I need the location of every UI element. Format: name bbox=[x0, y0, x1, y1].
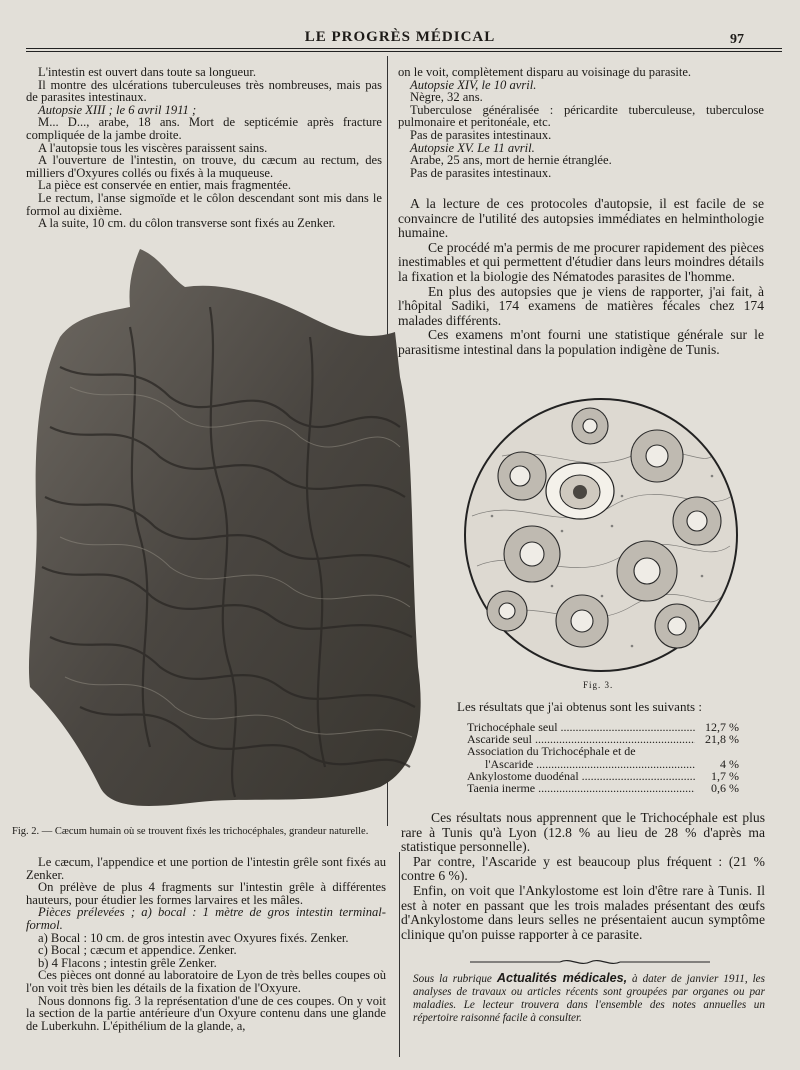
paragraph: A l'autopsie tous les viscères paraissent sains. bbox=[38, 140, 268, 155]
paragraph: on le voit, complètement disparu au voisinage du parasite. bbox=[398, 65, 692, 79]
left-column-bottom bbox=[26, 856, 386, 1032]
page-number: 97 bbox=[730, 32, 744, 47]
row-value: 12,7 % bbox=[705, 720, 739, 734]
paragraph: Ces examens m'ont fourni une statistique générale sur le parasitisme intestinal dans la population indigène de Tunis. bbox=[398, 327, 764, 357]
column-divider-bottom bbox=[399, 852, 400, 1057]
paragraph: En plus des autopsies que je viens de rapporter, j'ai fait, à l'hôpital Sadiki, 174 examens de matières fécales chez 174 malades différents. bbox=[398, 283, 764, 328]
paragraph: Pas de parasites intestinaux. bbox=[410, 165, 552, 180]
row-label: Trichocéphale seul ..... bbox=[467, 721, 695, 733]
paragraph: Par contre, l'Ascaride y est beaucoup plus fréquent : (21 % contre 6 %). bbox=[401, 853, 765, 884]
paragraph: Nous donnons fig. 3 la représentation d'une de ces coupes. On y voit la section de la partie antérieure d'un Oxyure contenu dans une glande de Luberkuhn. L'épithélium de la glande, a, bbox=[26, 993, 386, 1033]
journal-title: LE PROGRÈS MÉDICAL bbox=[304, 29, 496, 45]
paragraph: Tuberculose généralisée : péricardite tuberculeuse, tuberculose pulmonaire et peritonéale, etc. bbox=[398, 102, 764, 130]
table-row bbox=[467, 758, 739, 770]
figure-2-caption: Fig. 2. — Cæcum humain où se trouvent fixés les trichocéphales, grandeur naturelle. bbox=[12, 826, 369, 837]
paragraph: Le cæcum, l'appendice et une portion de l'intestin grêle sont fixés au Zenker. bbox=[26, 855, 386, 882]
right-column-middle bbox=[398, 197, 764, 358]
editorial-note bbox=[413, 972, 765, 1025]
row-label: Ankylostome duodénal ..... bbox=[467, 770, 695, 782]
paragraph: A la suite, 10 cm. du côlon transverse sont fixés au Zenker. bbox=[38, 216, 336, 231]
paragraph: A la lecture de ces protocoles d'autopsie, il est facile de se convaincre de l'utilité des autopsies immédiates en helminthologie humaine. bbox=[398, 196, 764, 241]
row-value: 0,6 % bbox=[711, 781, 739, 796]
decorative-ornament bbox=[470, 957, 710, 967]
row-value: 21,8 % bbox=[705, 732, 739, 747]
table-row bbox=[467, 721, 739, 733]
note-text: Sous la rubrique bbox=[413, 973, 497, 985]
paragraph: Nègre, 32 ans. bbox=[410, 90, 483, 105]
paragraph: Arabe, 25 ans, mort de hernie étranglée. bbox=[410, 153, 612, 168]
paragraph: Il montre des ulcérations tuberculeuses très nombreuses, mais pas de parasites intestinaux. bbox=[26, 77, 382, 105]
left-column-top bbox=[26, 66, 382, 230]
paragraph: Le rectum, l'anse sigmoïde et le côlon descendant sont mis dans le formol au dixième. bbox=[26, 190, 382, 218]
note-text: à dater de janvier 1911, les analyses de travaux ou articles récents sont groupées par organes ou par maladies. Le lecteur trouvera dans l'ensemble des notes annuelles un répertoire raisonné facile à consulter. bbox=[413, 973, 765, 1024]
row-value: 4 % bbox=[720, 756, 739, 771]
right-column-top bbox=[398, 66, 764, 179]
paragraph: L'intestin est ouvert dans toute sa longueur. bbox=[38, 65, 257, 79]
table-row bbox=[467, 782, 739, 794]
paragraph: Pièces prélevées ; a) bocal : 1 mètre de gros intestin terminal-formol. bbox=[26, 905, 386, 932]
results-intro: Les résultats que j'ai obtenus sont les suivants : bbox=[457, 699, 702, 714]
paragraph: Ces résultats nous apprennent que le Trichocéphale est plus rare à Tunis qu'à Lyon (12.8 % au lieu de 28 % d'après ma statistique personnelle). bbox=[401, 810, 765, 855]
right-column-bottom bbox=[401, 811, 765, 942]
caecum-photograph bbox=[20, 247, 434, 813]
figure-3-caption: Fig. 3. bbox=[583, 680, 614, 690]
table-row bbox=[467, 770, 739, 782]
paragraph: La pièce est conservée en entier, mais fragmentée. bbox=[38, 178, 291, 193]
row-label: Taenia inerme ..... bbox=[467, 782, 695, 794]
paragraph: Ces pièces ont donné au laboratoire de Lyon de très belles coupes où l'on voit très bien les détails de la fixation de l'Oxyure. bbox=[26, 968, 386, 995]
paragraph: Pas de parasites intestinaux. bbox=[410, 127, 552, 142]
autopsy-heading: Autopsie XIV, le 10 avril. bbox=[410, 77, 537, 92]
header-rule bbox=[26, 48, 782, 49]
row-label-line: Association du Trichocéphale et de bbox=[467, 744, 636, 759]
paragraph: Enfin, on voit que l'Ankylostome est loin d'être rare à Tunis. Il est à noter en passant que les trois malades présentant des œufs d'Ankylostome dans leurs selles ne présentaient aucun symptôme clinique qu'on puisse rapporter à ce parasite. bbox=[401, 882, 765, 942]
results-table bbox=[467, 721, 739, 794]
paragraph: c) Bocal ; cæcum et appendice. Zenker. bbox=[38, 943, 237, 958]
paragraph: a) Bocal : 10 cm. de gros intestin avec Oxyures fixés. Zenker. bbox=[38, 930, 349, 945]
autopsy-heading: Autopsie XIII ; le 6 avril 1911 ; bbox=[38, 102, 197, 117]
autopsy-heading: Autopsie XV. Le 11 avril. bbox=[410, 140, 535, 155]
row-label: Ascaride seul ..... bbox=[467, 733, 695, 745]
header-rule-double bbox=[26, 51, 782, 52]
paragraph: A l'ouverture de l'intestin, on trouve, du cæcum au rectum, des milliers d'Oxyures collés ou fixés à la muqueuse. bbox=[26, 153, 382, 180]
row-label: l'Ascaride ..... bbox=[467, 758, 695, 770]
rubric-title: Actualités médicales, bbox=[496, 971, 628, 985]
paragraph: b) 4 Flacons ; intestin grêle Zenker. bbox=[38, 955, 217, 970]
paragraph: M... D..., arabe, 18 ans. Mort de septicémie après fracture compliquée de la jambe droite. bbox=[26, 115, 382, 142]
paragraph: On prélève de plus 4 fragments sur l'intestin grêle à différentes hauteurs, pour étudier les formes larvaires et les mâles. bbox=[26, 880, 386, 907]
row-value: 1,7 % bbox=[711, 768, 739, 783]
micrograph-section bbox=[462, 396, 740, 674]
paragraph: Ce procédé m'a permis de me procurer rapidement des pièces inestimables et qui permettent d'étudier dans leurs moindres détails la fixation et la biologie des Nématodes parasites de l'homme. bbox=[398, 239, 764, 284]
